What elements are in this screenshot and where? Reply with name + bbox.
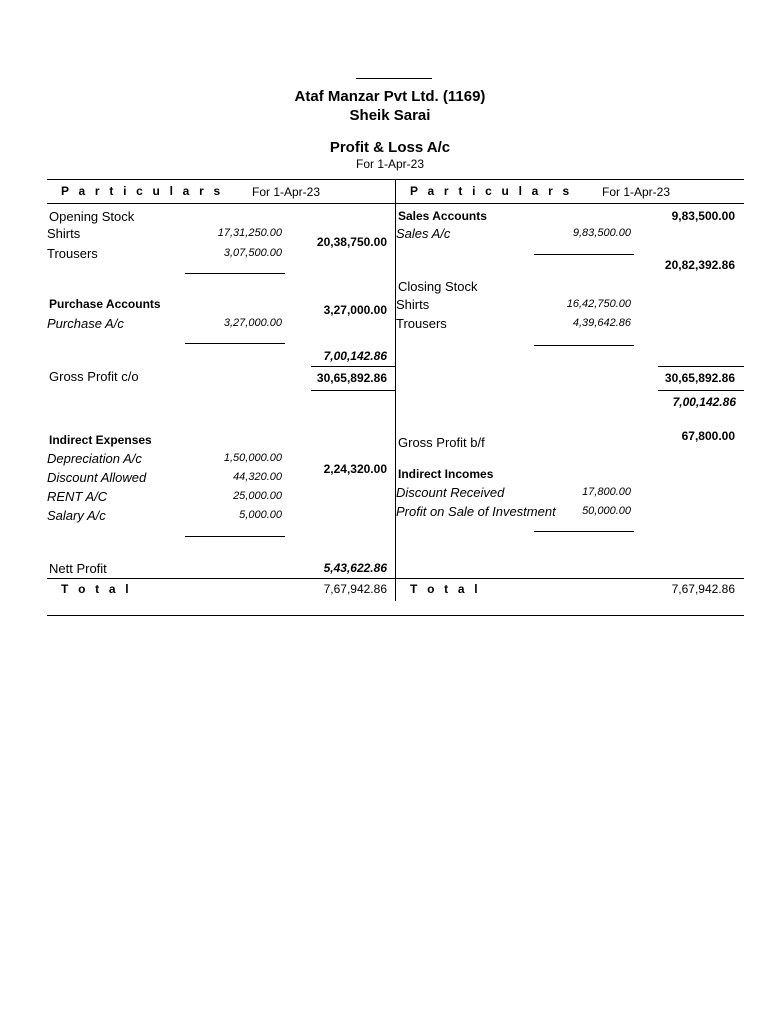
purchase-item-amount: 3,27,000.00 — [223, 317, 282, 329]
purchase-item-name: Purchase A/c — [47, 316, 124, 331]
left-total-amount: 7,67,942.86 — [323, 582, 387, 596]
expense-item-amount: 5,000.00 — [239, 509, 282, 521]
expense-item-amount: 25,000.00 — [233, 490, 282, 502]
incomes-subtotal-rule — [534, 531, 634, 532]
income-item-amount: 17,800.00 — [582, 486, 631, 498]
gross-profit-bf-total: 67,800.00 — [681, 429, 735, 443]
opening-stock-item-amount: 3,07,500.00 — [223, 247, 282, 259]
opening-stock-item-name: Shirts — [47, 226, 81, 241]
nett-profit-label: Nett Profit — [49, 561, 107, 576]
report-period: For 1-Apr-23 — [355, 157, 425, 171]
expense-item-name: Depreciation A/c — [47, 451, 142, 466]
sales-subtotal-rule — [534, 254, 634, 255]
gross-profit-co-label: Gross Profit c/o — [49, 369, 139, 384]
left-total-label: T o t a l — [61, 582, 132, 596]
gross-profit-bf-amount: 7,00,142.86 — [672, 395, 736, 409]
left-particulars-header: P a r t i c u l a r s — [61, 184, 224, 198]
sales-accounts-total: 9,83,500.00 — [671, 209, 735, 223]
income-item-name: Profit on Sale of Investment — [396, 504, 556, 519]
closing-stock-total: 20,82,392.86 — [664, 258, 735, 272]
closing-stock-item-amount: 4,39,642.86 — [572, 317, 631, 329]
indirect-incomes-label: Indirect Incomes — [398, 467, 494, 481]
gross-profit-co-bottom-rule — [311, 390, 395, 391]
indirect-expenses-total: 2,24,320.00 — [323, 462, 387, 476]
closing-stock-item-name: Trousers — [396, 316, 447, 331]
income-item-amount: 50,000.00 — [582, 505, 631, 517]
gross-profit-bf-label: Gross Profit b/f — [398, 435, 485, 450]
total-top-rule — [47, 578, 744, 579]
closing-stock-label: Closing Stock — [398, 279, 478, 294]
indirect-expenses-label: Indirect Expenses — [49, 433, 152, 447]
report-title: Profit & Loss A/c — [329, 139, 451, 156]
closing-stock-subtotal-rule — [534, 345, 634, 346]
opening-stock-total: 20,38,750.00 — [316, 235, 387, 249]
sales-item-amount: 9,83,500.00 — [572, 227, 631, 239]
right-particulars-header: P a r t i c u l a r s — [410, 184, 573, 198]
expense-item-amount: 44,320.00 — [233, 471, 282, 483]
right-total-label: T o t a l — [410, 582, 481, 596]
opening-stock-label: Opening Stock — [49, 209, 135, 224]
expense-item-name: Discount Allowed — [47, 470, 147, 485]
expense-item-amount: 1,50,000.00 — [223, 452, 282, 464]
table-bottom-rule — [47, 615, 744, 616]
company-location: Sheik Sarai — [349, 107, 431, 124]
purchase-accounts-total: 3,27,000.00 — [323, 303, 387, 317]
purchase-subtotal-rule — [185, 343, 285, 344]
opening-stock-subtotal-rule — [185, 273, 285, 274]
expense-item-name: Salary A/c — [47, 508, 106, 523]
right-period-header: For 1-Apr-23 — [602, 185, 671, 199]
left-period-header: For 1-Apr-23 — [252, 185, 321, 199]
expense-item-name: RENT A/C — [47, 489, 108, 504]
sales-item-name: Sales A/c — [396, 226, 451, 241]
column-divider — [395, 179, 396, 601]
closing-stock-item-name: Shirts — [396, 297, 430, 312]
gross-profit-co-total: 30,65,892.86 — [316, 371, 387, 385]
sales-accounts-label: Sales Accounts — [398, 209, 487, 223]
trading-total-right: 30,65,892.86 — [664, 371, 735, 385]
header-top-rule — [356, 78, 432, 79]
purchase-accounts-label: Purchase Accounts — [49, 297, 161, 311]
income-item-name: Discount Received — [396, 485, 505, 500]
gross-profit-co-top-rule — [311, 366, 395, 367]
expenses-subtotal-rule — [185, 536, 285, 537]
opening-stock-item-name: Trousers — [47, 246, 98, 261]
opening-stock-item-amount: 17,31,250.00 — [217, 227, 282, 239]
closing-stock-item-amount: 16,42,750.00 — [566, 298, 631, 310]
gross-profit-cf-amount: 7,00,142.86 — [323, 349, 387, 363]
trading-total-bottom-rule — [658, 390, 744, 391]
company-name: Ataf Manzar Pvt Ltd. (1169) — [294, 88, 486, 105]
nett-profit-amount: 5,43,622.86 — [323, 561, 387, 575]
trading-total-top-rule — [658, 366, 744, 367]
right-total-amount: 7,67,942.86 — [671, 582, 735, 596]
